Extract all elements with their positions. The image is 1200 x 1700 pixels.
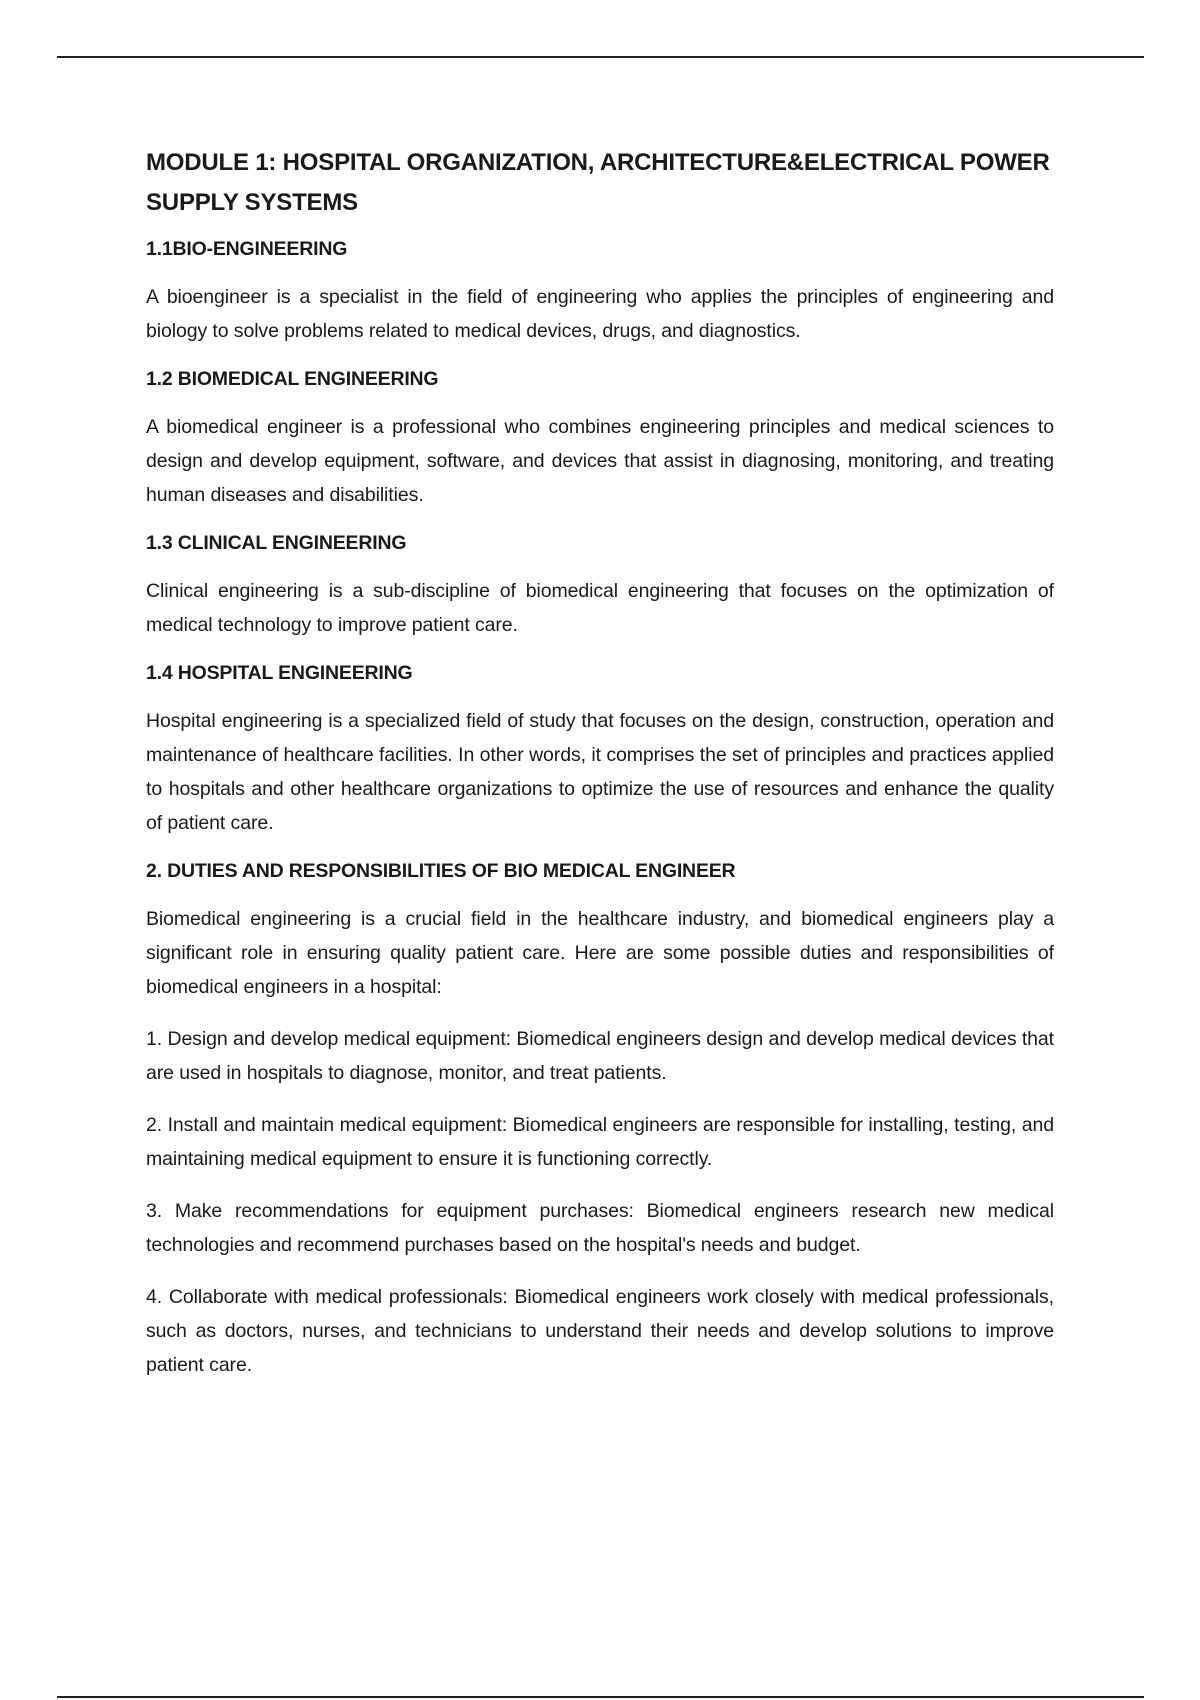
list-item: 3. Make recommendations for equipment purchases: Biomedical engineers research new medical technologies and recommend purchases based on the hospital's needs and budget.: [146, 1200, 1054, 1256]
section-biomedical-engineering: [146, 366, 1054, 512]
module-title: MODULE 1: HOSPITAL ORGANIZATION, ARCHITECTURE&ELECTRICAL POWER SUPPLY SYSTEMS: [146, 149, 1050, 216]
list-item: 4. Collaborate with medical professionals: Biomedical engineers work closely with medical professionals, such as doctors, nurses, and technicians to understand their needs and develop solutions to improve patient care.: [146, 1286, 1054, 1376]
section-bio-engineering: [146, 236, 1054, 348]
section-heading: 2. DUTIES AND RESPONSIBILITIES OF BIO MEDICAL ENGINEER: [146, 860, 736, 882]
section-heading: 1.1BIO-ENGINEERING: [146, 238, 348, 260]
paragraph: Hospital engineering is a specialized field of study that focuses on the design, construction, operation and maintenance of healthcare facilities. In other words, it comprises the set of principles and practices applied to hospitals and other healthcare organizations to optimize the use of resources and enhance the quality of patient care.: [146, 710, 1054, 834]
section-clinical-engineering: [146, 530, 1054, 642]
list-item: 1. Design and develop medical equipment: Biomedical engineers design and develop medical devices that are used in hospitals to diagnose, monitor, and treat patients.: [146, 1028, 1054, 1084]
paragraph: A biomedical engineer is a professional who combines engineering principles and medical sciences to design and develop equipment, software, and devices that assist in diagnosing, monitoring, and treating human diseases and disabilities.: [146, 416, 1054, 506]
section-heading: 1.4 HOSPITAL ENGINEERING: [146, 662, 413, 684]
bottom-rule: [57, 1696, 1144, 1698]
paragraph: Clinical engineering is a sub-discipline of biomedical engineering that focuses on the optimization of medical technology to improve patient care.: [146, 580, 1054, 636]
paragraph: A bioengineer is a specialist in the field of engineering who applies the principles of engineering and biology to solve problems related to medical devices, drugs, and diagnostics.: [146, 286, 1054, 342]
page-content: [146, 143, 1054, 1400]
paragraph: Biomedical engineering is a crucial field in the healthcare industry, and biomedical engineers play a significant role in ensuring quality patient care. Here are some possible duties and responsibilities of biomedical engineers in a hospital:: [146, 908, 1054, 998]
section-heading: 1.2 BIOMEDICAL ENGINEERING: [146, 368, 439, 390]
list-item: 2. Install and maintain medical equipment: Biomedical engineers are responsible for installing, testing, and maintaining medical equipment to ensure it is functioning correctly.: [146, 1114, 1054, 1170]
section-heading: 1.3 CLINICAL ENGINEERING: [146, 532, 407, 554]
section-hospital-engineering: [146, 660, 1054, 840]
top-rule: [57, 56, 1144, 58]
section-duties-responsibilities: [146, 858, 1054, 1382]
